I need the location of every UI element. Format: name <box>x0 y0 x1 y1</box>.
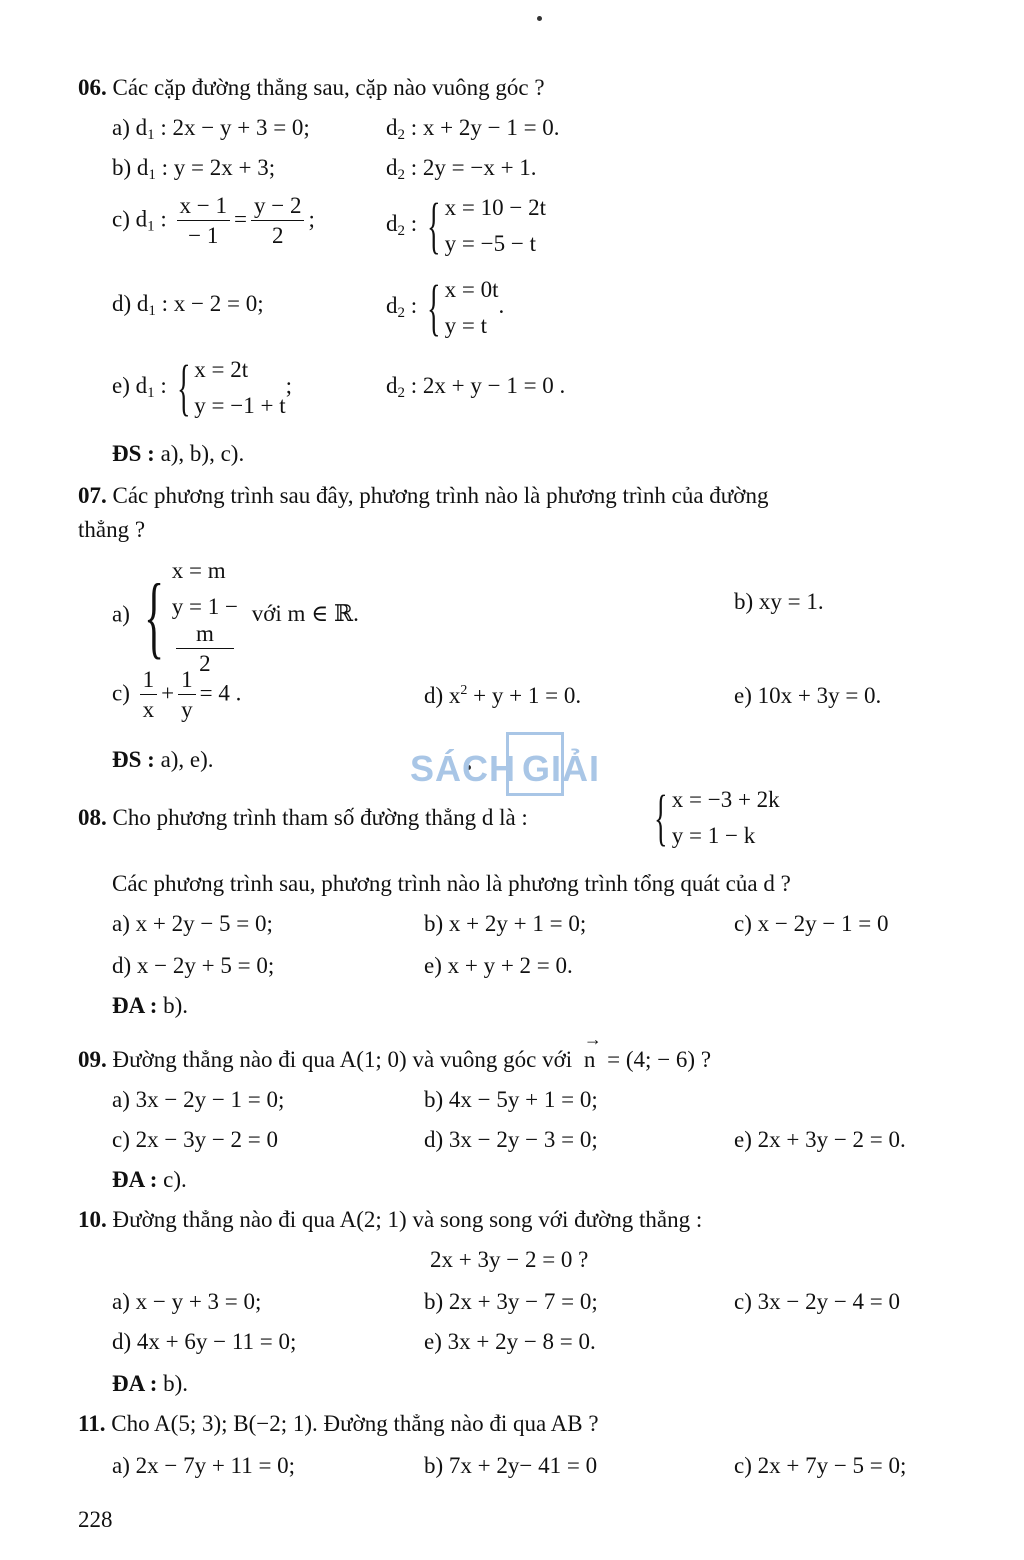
q11-option-a: a) 2x − 7y + 11 = 0; <box>112 1453 296 1478</box>
fraction: $\frac{1}{x}$ <box>140 668 158 722</box>
q06-answer: ĐS : a), b), c). <box>112 441 245 466</box>
q11-option-b: b) 7x + 2y− 41 = 0 <box>424 1453 598 1478</box>
q08-option-c: c) x − 2y − 1 = 0 <box>734 911 889 936</box>
q06-option-a-d2: $d_2$ : x + 2y − 1 = 0. <box>386 115 560 143</box>
q08-answer: ĐA : b). <box>112 993 189 1018</box>
q10-option-d: d) 4x + 6y − 11 = 0; <box>112 1329 297 1354</box>
q06-option-d-d2: $d_2$ : { x = 0t y = t . <box>386 273 505 342</box>
fraction: $\frac{x - 1}{- 1}$ <box>177 194 230 248</box>
page-number: 228 <box>78 1507 113 1532</box>
q08-option-d: d) x − 2y + 5 = 0; <box>112 953 275 978</box>
q10-answer: ĐA : b). <box>112 1371 189 1396</box>
fraction: $\frac{y - 2}{2}$ <box>251 194 304 248</box>
watermark-logo: SÁCH GIẢI <box>410 732 620 802</box>
q07-option-c: c) $\frac{1}{x}$ + $\frac{1}{y}$ = 4 . <box>112 667 242 723</box>
fraction: m 2 <box>176 622 234 676</box>
q09-option-b: b) 4x − 5y + 1 = 0; <box>424 1087 598 1112</box>
q06-title: 06. Các cặp đường thẳng sau, cặp nào vuông góc ? <box>78 75 545 100</box>
vector-n: → n <box>583 1029 602 1072</box>
q09-title: 09. Đường thẳng nào đi qua A(1; 0) và vuông góc với → n = (4; − 6) ? <box>78 1029 712 1072</box>
q09-option-c: c) 2x − 3y − 2 = 0 <box>112 1127 279 1152</box>
q10-option-a: a) x − y + 3 = 0; <box>112 1289 262 1314</box>
q11-option-c: c) 2x + 7y − 5 = 0; <box>734 1453 907 1478</box>
q11-title: 11. Cho A(5; 3); B(−2; 1). Đường thẳng nào đi qua AB ? <box>78 1411 599 1436</box>
q06-option-e-d2: $d_2$ : 2x + y − 1 = 0 . <box>386 373 566 401</box>
q10-title: 10. Đường thẳng nào đi qua A(2; 1) và song song với đường thẳng : <box>78 1207 703 1232</box>
q07-answer: ĐS : a), e). <box>112 747 214 772</box>
q06-option-a: a) $d_1$ : 2x − y + 3 = 0; <box>112 115 310 143</box>
q06-option-b: b) $d_1$ : y = 2x + 3; <box>112 155 276 183</box>
q08-title: 08. Cho phương trình tham số đường thẳng d là : <box>78 805 528 830</box>
q07-option-a: a) { x = m y = 1 − m 2 với m ∈ ℝ. <box>112 558 359 676</box>
q08-option-a: a) x + 2y − 5 = 0; <box>112 911 273 936</box>
q08-option-b: b) x + 2y + 1 = 0; <box>424 911 587 936</box>
q06-option-d: d) $d_1$ : x − 2 = 0; <box>112 291 264 319</box>
scan-dot <box>537 16 542 21</box>
brace-icon: { <box>427 273 441 342</box>
q09-option-a: a) 3x − 2y − 1 = 0; <box>112 1087 285 1112</box>
q08-option-e: e) x + y + 2 = 0. <box>424 953 573 978</box>
q07-option-b: b) xy = 1. <box>734 589 824 614</box>
brace-icon: { <box>654 783 668 852</box>
brace-icon: { <box>143 565 164 668</box>
q07-option-e: e) 10x + 3y = 0. <box>734 683 882 708</box>
brace-icon: { <box>176 353 191 422</box>
q07-title-line2: thẳng ? <box>78 517 146 542</box>
q08-system: { x = −3 + 2k y = 1 − k <box>654 783 780 852</box>
q10-option-c: c) 3x − 2y − 4 = 0 <box>734 1289 901 1314</box>
q08-question: Các phương trình sau, phương trình nào là phương trình tổng quát của d ? <box>112 871 791 896</box>
q06-option-b-d2: $d_2$ : 2y = −x + 1. <box>386 155 537 183</box>
fraction: $\frac{1}{y}$ <box>178 668 196 722</box>
brace-icon: { <box>427 191 441 260</box>
q10-option-e: e) 3x + 2y − 8 = 0. <box>424 1329 596 1354</box>
q06-option-e: e) $d_1$ : { x = 2t y = −1 + t ; <box>112 353 292 422</box>
q09-option-d: d) 3x − 2y − 3 = 0; <box>424 1127 598 1152</box>
vector-arrow-icon: → <box>583 1029 602 1049</box>
q09-option-e: e) 2x + 3y − 2 = 0. <box>734 1127 906 1152</box>
q06-option-c: c) $d_1$ : $\frac{x - 1}{- 1}$ = $\frac{y - 2}{2}$ ; <box>112 193 315 249</box>
q10-equation: 2x + 3y − 2 = 0 ? <box>430 1247 589 1272</box>
q07-option-d: d) $x^2 + y + 1 = 0$. <box>424 683 582 708</box>
q07-title: 07. Các phương trình sau đây, phương trình nào là phương trình của đường <box>78 483 769 508</box>
q10-option-b: b) 2x + 3y − 7 = 0; <box>424 1289 598 1314</box>
q09-answer: ĐA : c). <box>112 1167 187 1192</box>
q06-option-c-d2: $d_2$ : { x = 10 − 2t y = −5 − t <box>386 191 546 260</box>
